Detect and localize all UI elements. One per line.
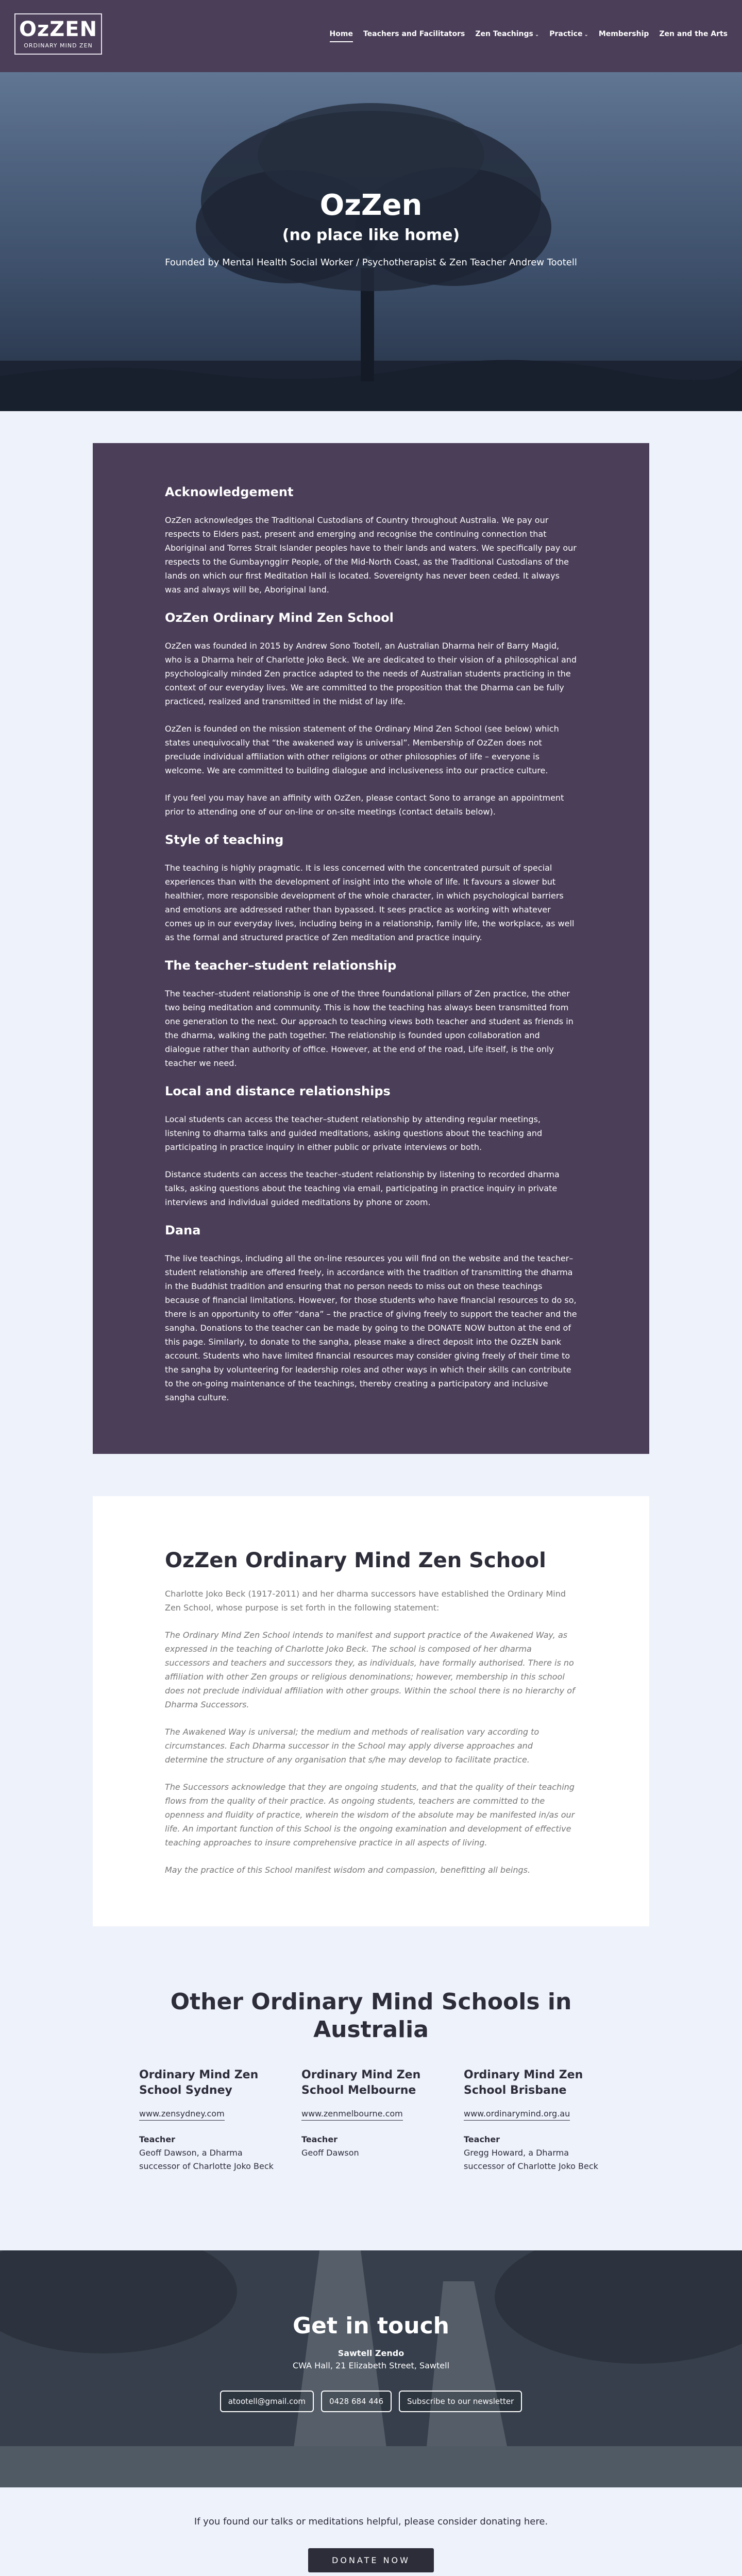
nav-practice[interactable] — [549, 30, 588, 42]
hero-tagline: Founded by Mental Health Social Worker / Psychotherapist & Zen Teacher Andrew Tootell — [165, 257, 577, 268]
nav-zen-arts[interactable] — [659, 30, 728, 42]
school-website-link[interactable]: www.zenmelbourne.com — [301, 2108, 403, 2121]
site-logo[interactable] — [14, 13, 102, 55]
nav-zen-teachings[interactable] — [475, 30, 539, 42]
schools-grid — [139, 2067, 603, 2173]
donate-now-button[interactable]: DONATE NOW — [308, 2548, 434, 2572]
nav-membership[interactable] — [599, 30, 649, 42]
section-heading: OzZen Ordinary Mind Zen School — [165, 611, 394, 625]
omz-intro: Charlotte Joko Beck (1917-2011) and her dharma successors have established the Ordinary Mind Zen School, whose purpose is set forth in the following statement: — [165, 1589, 566, 1613]
contact-address: CWA Hall, 21 Elizabeth Street, Sawtell — [292, 2361, 450, 2370]
section-paragraph: Distance students can access the teacher–student relationship by listening to recorded dharma talks, asking questions about the teaching via email, participating in practice inquiry in private interviews and individual guided meditations by phone or zoom. — [165, 1170, 560, 1207]
nav-home-label: Home — [329, 30, 353, 38]
nav-zen-arts-label: Zen and the Arts — [659, 30, 728, 38]
section-paragraph: The teacher–student relationship is one of the three foundational pillars of Zen practice, the other two being meditation and community. This is how the teaching has always been transmitted from one generation to the next. Our approach to teaching views both teacher and student as friends in the dharma, walking the path together. The relationship is founded upon collaboration and dialogue rather than authority of office. However, at the end of the road, Life itself, is the only teacher we need. — [165, 989, 574, 1068]
school-card-melbourne — [301, 2067, 441, 2173]
nav-home[interactable] — [330, 30, 353, 42]
donate-text: If you found our talks or meditations helpful, please consider donating here. — [194, 2516, 548, 2527]
donate-section — [0, 2487, 742, 2576]
contact-content — [0, 2312, 742, 2412]
omz-quote: May the practice of this School manifest wisdom and compassion, benefitting all beings. — [165, 1865, 531, 1875]
school-name: Ordinary Mind Zen School Brisbane — [464, 2069, 583, 2097]
chevron-down-icon: ⌄ — [534, 32, 539, 38]
omz-quote: The Awakened Way is universal; the medium and methods of realisation vary according to circumstances. Each Dharma successor in the School may apply diverse approaches and determine the structure of any organisation that s/he may develop to facilitate practice. — [165, 1727, 539, 1765]
main-nav — [330, 30, 728, 42]
section-paragraph: The live teachings, including all the on-line resources you will find on the website and the teacher–student relationship are offered freely, in accordance with the tradition of transmitting the dharma in the Buddhist tradition and ensuring that no person needs to miss out on these teachings because of financial limitations. However, for those students who have financial resources to do so, there is an opportunity to offer “dana” – the practice of giving freely to support the teacher and the sangha. Donations to the teacher can be made by going to the DONATE NOW button at the end of this page. Similarly, to donate to the sangha, please make a direct deposit into the OzZEN bank account. Students who have limited financial resources may consider giving freely of their time to the sangha by volunteering for leadership roles and other ways in which their skills can contribute to the on-going maintenance of the teachings, thereby creating a participatory and inclusive sangha culture. — [165, 1253, 577, 1402]
nav-teachers[interactable] — [363, 30, 465, 42]
school-role: Teacher — [139, 2134, 176, 2144]
school-card-sydney — [139, 2067, 278, 2173]
contact-title: Get in touch — [292, 2313, 450, 2339]
hero-subtitle: (no place like home) — [282, 226, 460, 244]
omz-title: OzZen Ordinary Mind Zen School — [165, 1549, 546, 1572]
section-heading: The teacher–student relationship — [165, 958, 397, 973]
omz-statement-panel — [93, 1496, 649, 1926]
newsletter-subscribe-button[interactable]: Subscribe to our newsletter — [399, 2391, 522, 2412]
intro-panel — [93, 443, 649, 1454]
school-website-link[interactable]: www.zensydney.com — [139, 2108, 225, 2121]
school-teacher: Geoff Dawson — [301, 2148, 359, 2158]
school-teacher: Gregg Howard, a Dharma successor of Charlotte Joko Beck — [464, 2148, 598, 2171]
teacher-student-section — [165, 958, 577, 1070]
school-name: Ordinary Mind Zen School Sydney — [139, 2069, 259, 2097]
site-header — [0, 0, 742, 72]
hero-title: OzZen — [319, 189, 423, 222]
school-card-brisbane — [464, 2067, 603, 2173]
contact-venue: Sawtell Zendo — [338, 2348, 404, 2358]
logo-title: OzZEN — [19, 18, 98, 41]
school-role: Teacher — [301, 2134, 338, 2144]
nav-membership-label: Membership — [598, 30, 649, 38]
school-website-link[interactable]: www.ordinarymind.org.au — [464, 2108, 570, 2121]
section-paragraph: OzZen acknowledges the Traditional Custodians of Country throughout Australia. We pay our respects to Elders past, present and emerging and recognise the continuing connection that Aboriginal and Torres Strait Islander peoples have to their lands and waters. We specifically pay our respects to the Gumbaynggirr People, of the Mid-North Coast, as the Traditional Custodians of the lands on which our first Meditation Hall is located. Sovereignty has never been ceded. It always was and always will be, Aboriginal land. — [165, 515, 577, 595]
logo-subtitle: ORDINARY MIND ZEN — [24, 42, 93, 49]
hero-text — [0, 188, 742, 268]
nav-teachers-label: Teachers and Facilitators — [363, 30, 465, 38]
section-paragraph: OzZen was founded in 2015 by Andrew Sono Tootell, an Australian Dharma heir of Barry Magid, who is a Dharma heir of Charlotte Joko Beck. We are dedicated to their vision of a philosophical and psychologically minded Zen practice adapted to the needs of Australian students practicing in the context of our everyday lives. We are committed to the proposition that the Dharma can be fully practiced, realized and transmitted in the midst of lay life. — [165, 641, 577, 706]
section-paragraph: Local students can access the teacher–student relationship by attending regular meetings, listening to dharma talks and guided meditations, asking questions about the teaching and participating in practice inquiry in either public or private interviews or both. — [165, 1114, 543, 1152]
email-button[interactable]: atootell@gmail.com — [220, 2391, 314, 2412]
contact-section — [0, 2250, 742, 2487]
hero-banner — [0, 72, 742, 411]
nav-zen-teachings-label: Zen Teachings — [475, 30, 533, 38]
omz-quote: The Ordinary Mind Zen School intends to manifest and support practice of the Awakened Way, as expressed in the teaching of Charlotte Joko Beck. The school is composed of her dharma successors and teachers and successors they, as individuals, have formally authorised. There is no affiliation with other Zen groups or religious denominations; however, membership in this school does not preclude individual affiliation with other groups. Within the school there is no hierarchy of Dharma Successors. — [165, 1630, 575, 1709]
other-schools-section — [139, 1988, 603, 2173]
school-role: Teacher — [464, 2134, 500, 2144]
nav-practice-label: Practice — [549, 30, 583, 38]
section-heading: Local and distance relationships — [165, 1084, 391, 1098]
school-section — [165, 610, 577, 819]
teaching-style-section — [165, 832, 577, 944]
section-heading: Style of teaching — [165, 833, 284, 847]
phone-button[interactable]: 0428 684 446 — [321, 2391, 392, 2412]
local-distance-section — [165, 1083, 577, 1209]
section-heading: Acknowledgement — [165, 485, 294, 499]
school-name: Ordinary Mind Zen School Melbourne — [301, 2069, 421, 2097]
section-paragraph: The teaching is highly pragmatic. It is less concerned with the concentrated pursuit of special experiences than with the development of insight into the whole of life. It favours a slower but healthier, more responsible development of the whole character, in which psychological barriers and emotions are addressed rather than bypassed. It sees practice as working with whatever comes up in our everyday lives, including being in a relationship, family life, the workplace, as well as the formal and structured practice of Zen meditation and practice inquiry. — [165, 863, 575, 942]
chevron-down-icon: ⌄ — [584, 32, 588, 38]
acknowledgement-section — [165, 484, 577, 597]
school-teacher: Geoff Dawson, a Dharma successor of Charlotte Joko Beck — [139, 2148, 274, 2171]
contact-buttons — [0, 2391, 742, 2412]
section-paragraph: If you feel you may have an affinity with OzZen, please contact Sono to arrange an appointment prior to attending one of our on-line or on-site meetings (contact details below). — [165, 793, 564, 817]
dana-section — [165, 1223, 577, 1404]
section-paragraph: OzZen is founded on the mission statement of the Ordinary Mind Zen School (see below) which states unequivocally that “the awakened way is universal”. Membership of OzZen does not preclude individual affiliation with other religions or other philosophies of life – everyone is welcome. We are committed to building dialogue and inclusiveness into our practice culture. — [165, 724, 559, 775]
section-heading: Dana — [165, 1223, 201, 1238]
omz-quote: The Successors acknowledge that they are ongoing students, and that the quality of their teaching flows from the quality of their practice. As ongoing students, teachers are committed to the openness and fluidity of practice, wherein the wisdom of the absolute may be manifested in/as our life. An important function of this School is the ongoing examination and development of effective teaching approaches to insure comprehensive practice in all aspects of living. — [165, 1782, 575, 1848]
other-schools-title: Other Ordinary Mind Schools in Australia — [170, 1989, 572, 2043]
